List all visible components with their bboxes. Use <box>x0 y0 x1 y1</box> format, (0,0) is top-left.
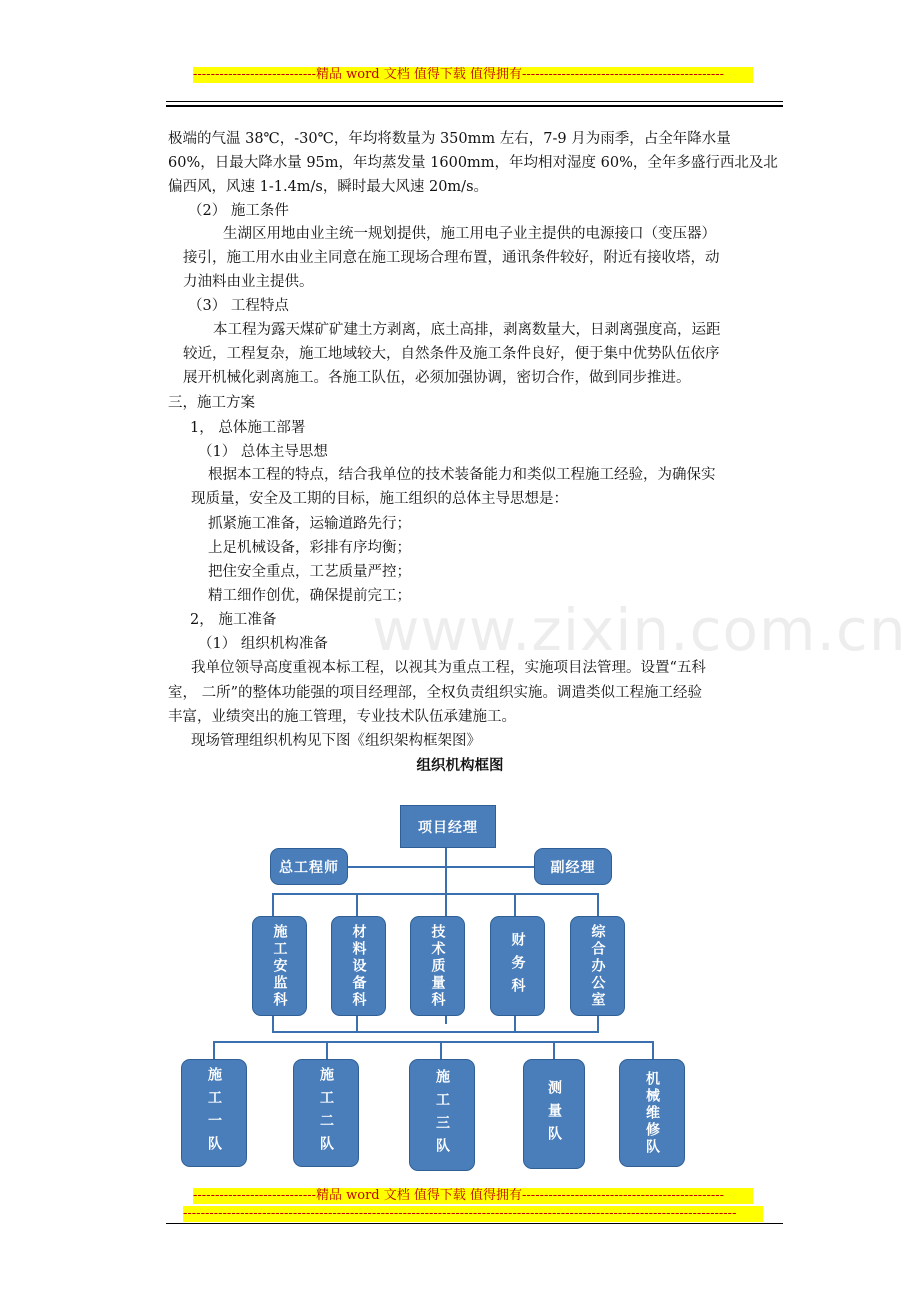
text-line: 丰富，业绩突出的施工管理，专业技术队伍承建施工。 <box>168 709 516 725</box>
team-label: 测量队 <box>546 1079 562 1149</box>
team-label: 施工一队 <box>206 1067 222 1159</box>
connector-line <box>272 1016 274 1032</box>
connector-line <box>514 893 516 916</box>
chief-engineer-label: 总工程师 <box>279 859 339 876</box>
team-label: 施工二队 <box>318 1067 334 1159</box>
team-box <box>523 1059 585 1169</box>
department-label: 技术质量科 <box>429 923 446 1009</box>
footer-banner-2: ------------------------------------------------------------------------------------------------------------------------------ <box>183 1206 763 1222</box>
text-line: 现场管理组织机构见下图《组织架构框架图》 <box>191 733 481 749</box>
text-line: 根据本工程的特点，结合我单位的技术装备能力和类似工程施工经验，为确保实 <box>208 467 716 483</box>
connector-line <box>514 1016 516 1032</box>
text-line: 60%，日最大降水量 95m，年均蒸发量 1600mm，年均相对湿度 60%，全年多盛行西北及北 <box>168 155 778 171</box>
text-line: 极端的气温 38℃，-30℃，年均将数量为 350mm 左右，7-9 月为雨季，占全年降水量 <box>168 131 731 147</box>
connector-line <box>326 1041 328 1059</box>
subheading: （3） 工程特点 <box>188 298 289 314</box>
section-heading: 三，施工方案 <box>168 395 255 411</box>
list-item: 精工细作创优，确保提前完工； <box>208 588 411 604</box>
footer-rule <box>166 1223 783 1224</box>
connector-line <box>597 893 599 916</box>
header-rule-top <box>166 101 783 102</box>
department-box <box>331 916 386 1016</box>
text-line: 力油料由业主提供。 <box>183 274 314 290</box>
text-line: 偏西风，风速 1-1.4m/s，瞬时最大风速 20m/s。 <box>168 179 489 195</box>
project-manager-box <box>400 805 496 848</box>
header-rule-bottom <box>166 105 783 107</box>
team-label: 施工三队 <box>434 1069 450 1161</box>
deputy-manager-label: 副经理 <box>550 859 596 876</box>
department-box <box>410 916 465 1016</box>
list-item: 把住安全重点，工艺质量严控； <box>208 564 411 580</box>
subheading: 1， 总体施工部署 <box>190 420 306 436</box>
team-box <box>293 1059 359 1167</box>
text-line: 生湖区用地由业主统一规划提供，施工用电子业主提供的电源接口（变压器） <box>223 226 716 242</box>
project-manager-label: 项目经理 <box>418 819 478 836</box>
deputy-manager-box <box>534 848 612 885</box>
text-line: 接引，施工用水由业主同意在施工现场合理布置，通讯条件较好，附近有接收塔，动 <box>183 250 720 266</box>
connector-line <box>356 893 358 916</box>
connector-line <box>597 1016 599 1032</box>
connector-line <box>348 866 534 868</box>
subheading: （1） 总体主导思想 <box>198 444 328 460</box>
list-item: 抓紧施工准备，运输道路先行； <box>208 516 411 532</box>
subheading: 2， 施工准备 <box>190 612 277 628</box>
connector-line <box>440 1041 442 1059</box>
connector-line <box>272 1031 599 1033</box>
connector-line <box>272 893 274 916</box>
connector-line <box>213 1041 653 1043</box>
team-box <box>409 1059 475 1171</box>
subheading: （2） 施工条件 <box>188 203 289 219</box>
team-box <box>619 1059 685 1167</box>
text-line: 展开机械化剥离施工。各施工队伍，必须加强协调，密切合作，做到同步推进。 <box>183 370 691 386</box>
connector-line <box>213 1041 215 1059</box>
subheading: （1） 组织机构准备 <box>198 636 328 652</box>
header-banner: ----------------------------精品 word 文档 值得下载 值得拥有---------------------------------------------- <box>193 67 753 83</box>
department-box <box>252 916 307 1016</box>
connector-line <box>356 1016 358 1032</box>
text-line: 室， 二所”的整体功能强的项目经理部，全权负责组织实施。调遣类似工程施工经验 <box>168 685 703 701</box>
org-chart <box>0 790 920 1180</box>
department-label: 施工安监科 <box>271 923 288 1009</box>
connector-line <box>272 893 599 895</box>
department-label: 财务科 <box>509 931 526 1001</box>
department-label: 综合办公室 <box>589 923 606 1009</box>
connector-line <box>652 1041 654 1059</box>
chart-title: 组织机构框图 <box>416 758 504 774</box>
connector-line <box>553 1041 555 1059</box>
team-label: 机械维修队 <box>644 1070 660 1156</box>
department-label: 材料设备科 <box>350 923 367 1009</box>
text-line: 我单位领导高度重视本标工程，以视其为重点工程，实施项目法管理。设置“五科 <box>191 660 706 676</box>
list-item: 上足机械设备，彩排有序均衡； <box>208 540 411 556</box>
text-line: 本工程为露天煤矿矿建土方剥离，底土高排，剥离数量大，日剥离强度高，运距 <box>213 322 721 338</box>
footer-banner: ----------------------------精品 word 文档 值得下载 值得拥有---------------------------------------------- <box>193 1188 753 1204</box>
department-box <box>490 916 545 1016</box>
team-box <box>181 1059 247 1167</box>
chief-engineer-box <box>270 848 348 885</box>
watermark: www.zixin.com.cn <box>372 596 907 664</box>
text-line: 较近，工程复杂，施工地域较大，自然条件及施工条件良好，便于集中优势队伍依序 <box>183 346 720 362</box>
text-line: 现质量，安全及工期的目标，施工组织的总体主导思想是： <box>191 491 568 507</box>
department-box <box>570 916 625 1016</box>
